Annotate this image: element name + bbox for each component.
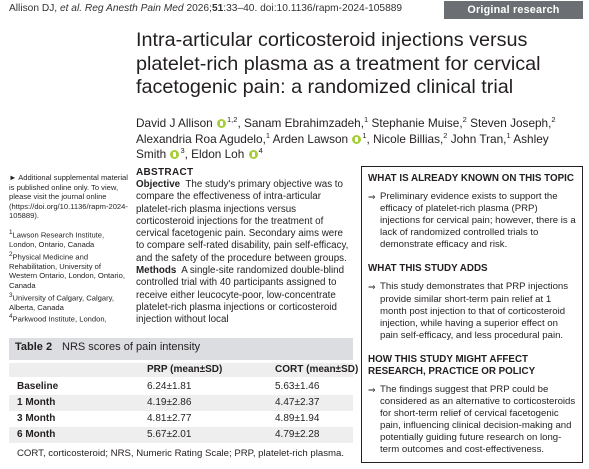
author-name: Sanam Ebrahimzadeh, <box>244 116 365 130</box>
author-affiliation-number: 2 <box>443 130 448 140</box>
cort-value: 4.89±1.94 <box>275 413 320 424</box>
author-affiliation-number: 3 <box>180 146 185 156</box>
row-label: 3 Month <box>17 413 56 424</box>
orcid-icon[interactable] <box>217 119 226 128</box>
author-name: Alexandria Roa Agudelo, <box>136 131 266 146</box>
methods-label: Methods <box>136 265 177 277</box>
author-affiliation-number: 2 <box>551 115 556 125</box>
author-name: Nicole Billias, <box>373 131 444 146</box>
impact-heading: HOW THIS STUDY MIGHT AFFECT RESEARCH, PRACTICE OR POLICY <box>368 353 536 377</box>
objective-label: Objective <box>136 179 181 190</box>
column-header-prp: PRP (mean±SD) <box>147 364 223 375</box>
abstract-body <box>136 179 351 331</box>
article-title: Intra-articular corticosteroid injections versus platelet-rich plasma as a treatment for cervical facetogenic pain: a randomized clinical trial <box>136 29 541 98</box>
affiliation: $^1$Lawson Research Institute, London, Ontario, Canada <box>9 228 105 250</box>
row-label: 6 Month <box>17 429 56 440</box>
author-affiliation-number: 1 <box>364 115 369 125</box>
author-affiliation-number: 1 <box>362 130 367 140</box>
author-affiliation-number: 4 <box>258 146 263 156</box>
arrow-icon: ⇒ <box>368 192 376 202</box>
affiliation: $^2$Physical Medicine and Rehabilitation, University of Western Ontario, London, Ontario, Canada <box>9 250 125 290</box>
article-type-badge: Original research <box>444 1 583 19</box>
supplemental-note: ► Additional supplemental material is published online only. To view, please visit the journal online (https://doi.org/10.1136/rapm-2024-105889). <box>9 173 128 221</box>
sidebar-notes <box>9 173 129 324</box>
table-caption: NRS scores of pain intensity <box>62 341 201 353</box>
column-header-cort: CORT (mean±SD) <box>275 364 359 375</box>
author-list: David J Allison $^{1,2}$, Sanam Ebrahimzadeh,$^1$ Stephanie Muise,$^2$ Steven Joseph,$^2$ Alexandria Roa Agudelo,$^1$ Arden Lawson $^1$, Nicole Billias,$^2$ John Tran,$^1$ Ashley Smith $^3$, Eldon Loh $^4$ <box>136 115 556 161</box>
cort-value: 4.47±2.37 <box>275 397 320 408</box>
table-label: Table 2 <box>15 341 53 353</box>
known-heading: WHAT IS ALREADY KNOWN ON THIS TOPIC <box>368 173 574 184</box>
abstract-heading: ABSTRACT <box>136 167 194 178</box>
arrow-icon: ⇒ <box>368 282 376 293</box>
adds-heading: WHAT THIS STUDY ADDS <box>368 263 488 275</box>
orcid-icon[interactable] <box>170 150 179 159</box>
author-name: Eldon Loh <box>191 147 245 161</box>
prp-value: 4.81±2.77 <box>147 413 192 424</box>
arrow-icon: ⇒ <box>368 384 376 395</box>
affiliation-list <box>9 228 129 324</box>
key-messages-box <box>361 166 583 463</box>
prp-value: 6.24±1.81 <box>147 381 192 392</box>
cort-value: 4.79±2.28 <box>275 429 320 440</box>
orcid-icon[interactable] <box>249 150 258 159</box>
cort-value: 5.63±1.46 <box>275 381 320 392</box>
author-name: Steven Joseph, <box>470 116 552 130</box>
adds-text: ⇒ This study demonstrates that PRP injections provide similar short-term pain relief at 1 month post injection to that of corticosteroid injection, while having a superior effect on pain self-efficacy, and less procedural pain. <box>368 281 569 341</box>
prp-value: 5.67±2.01 <box>147 429 192 440</box>
row-label: 1 Month <box>17 397 56 408</box>
author-name: Ashley Smith <box>136 131 549 161</box>
objective-text: The study's primary objective was to compare the effectiveness of intra-articular platelet-rich plasma injections versus corticosteroid injections for the treatment of cervical facetogenic pain. Secondary aims were to compare self-rated disability, pain self-efficacy, and the safety of the procedure between groups. <box>136 179 349 264</box>
known-text: ⇒ Preliminary evidence exists to support the efficacy of platelet-rich plasma (PRP) injections for cervical pain; however, there is a lack of randomized controlled trials to demonstrate efficacy and risk. <box>368 191 576 251</box>
affiliation: $^4$Parkwood Institute, London, <box>9 313 107 324</box>
running-header <box>0 0 589 20</box>
author-affiliation-number: 2 <box>462 115 467 125</box>
methods-text: A single-site randomized double-blind controlled trial with 40 participants assigned to receive either leucocyte-poor, low-concentrate platelet-rich plasma injections or corticosteroid injection without local <box>136 265 345 326</box>
prp-value: 4.19±2.86 <box>147 397 192 408</box>
author-name: John Tran, <box>450 131 507 146</box>
author-affiliation-number: 1 <box>506 130 511 140</box>
author-affiliation-number: 1,2 <box>227 115 238 125</box>
row-label: Baseline <box>17 381 59 392</box>
impact-text: ⇒ The findings suggest that PRP could be considered as an alternative to corticosteroids for short-term relief of cervical facetogenic pain, influencing clinical decision-making and potentially guiding future research on long-term outcomes and cost-effectiveness. <box>368 383 576 456</box>
author-affiliation-number: 1 <box>265 130 271 140</box>
author-name: Arden Lawson <box>272 131 349 146</box>
author-name: Stephanie Muise, <box>371 116 463 130</box>
table-footnote: CORT, corticosteroid; NRS, Numeric Rating Scale; PRP, platelet-rich plasma. <box>17 448 345 459</box>
citation-line: Allison DJ, et al. Reg Anesth Pain Med 2026;51:33–40. doi:10.1136/rapm-2024-105889 <box>9 3 403 14</box>
orcid-icon[interactable] <box>352 135 361 144</box>
affiliation: $^3$University of Calgary, Calgary, Alberta, Canada <box>9 291 114 312</box>
author-name: David J Allison <box>136 116 213 130</box>
